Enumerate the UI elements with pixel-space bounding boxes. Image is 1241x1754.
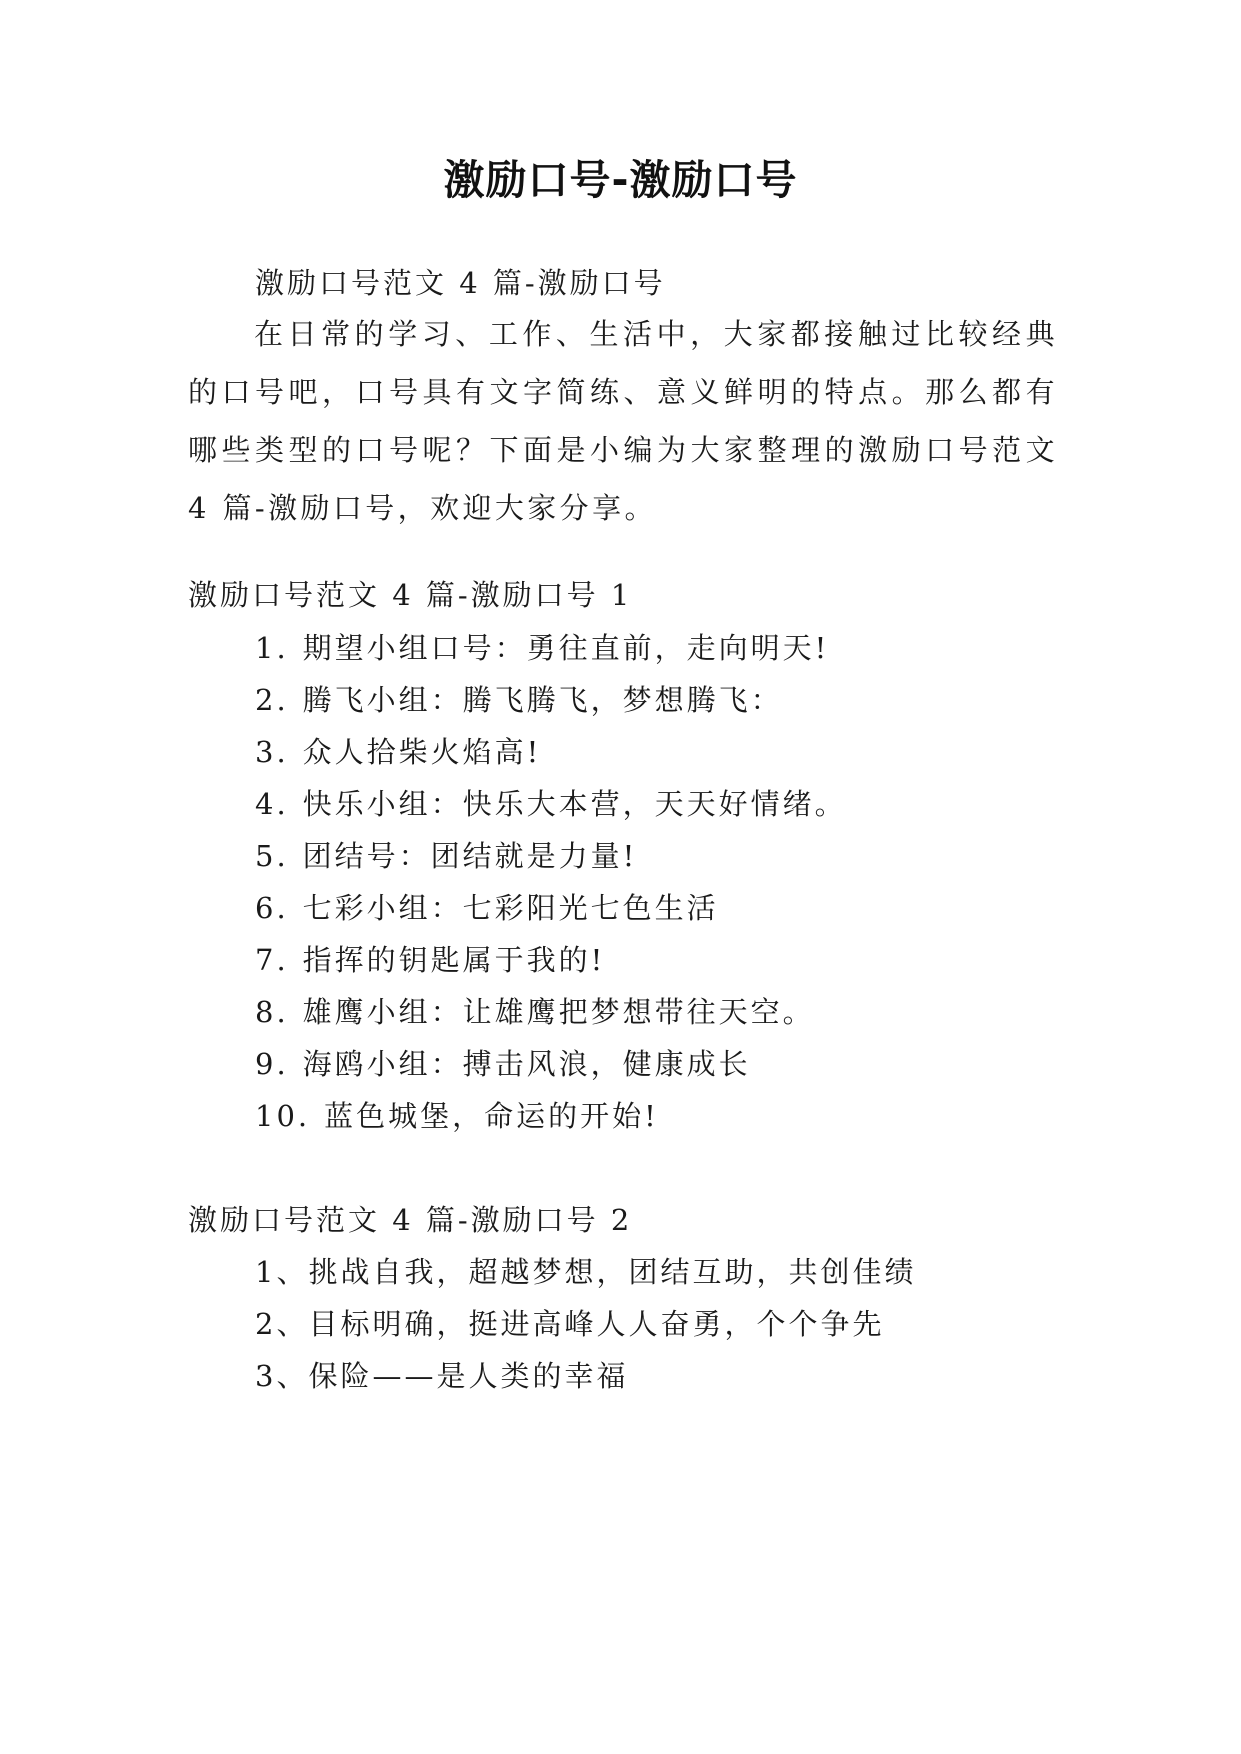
- list-item-text: 七彩小组：七彩阳光七色生活: [302, 891, 719, 925]
- list-item-number: 1.: [255, 631, 289, 665]
- list-item-number: 9.: [255, 1047, 289, 1081]
- list-item-number: 7.: [255, 943, 289, 977]
- list-item-text: 众人拾柴火焰高!: [302, 735, 542, 769]
- list-item-number: 8.: [255, 995, 289, 1029]
- intro-paragraph: 在日常的学习、工作、生活中，大家都接触过比较经典的口号吧，口号具有文字简练、意义鲜明的特点。那么都有哪些类型的口号呢？下面是小编为大家整理的激励口号范文 4 篇-激励口号，欢迎大家分享。: [188, 317, 1058, 525]
- list-item: [255, 732, 541, 772]
- list-item: [255, 628, 829, 668]
- list-item-number: 4.: [255, 787, 289, 821]
- document-subtitle: 激励口号范文 4 篇-激励口号: [255, 266, 666, 300]
- list-item-text: 海鸥小组：搏击风浪，健康成长: [302, 1047, 751, 1081]
- list-item: 3、保险——是人类的幸福: [255, 1359, 629, 1393]
- list-item-text: 快乐小组：快乐大本营，天天好情绪。: [302, 787, 847, 821]
- list-item-text: 腾飞小组：腾飞腾飞，梦想腾飞：: [302, 683, 783, 717]
- list-item-number: 3.: [255, 735, 289, 769]
- list-item: [255, 940, 605, 980]
- list-item: [255, 836, 637, 876]
- list-item: [255, 1096, 659, 1136]
- list-item-text: 指挥的钥匙属于我的!: [302, 943, 606, 977]
- list-item-text: 蓝色城堡，命运的开始!: [324, 1099, 659, 1133]
- list-item-text: 期望小组口号：勇往直前，走向明天!: [302, 631, 830, 665]
- list-item-number: 5.: [255, 839, 289, 873]
- section-heading-1: 激励口号范文 4 篇-激励口号 1: [188, 578, 633, 612]
- list-item: 1、挑战自我，超越梦想，团结互助，共创佳绩: [255, 1255, 917, 1289]
- list-item-number: 6.: [255, 891, 289, 925]
- list-item-text: 雄鹰小组：让雄鹰把梦想带往天空。: [302, 995, 815, 1029]
- list-item-number: 10.: [255, 1099, 311, 1133]
- list-item: [255, 1044, 751, 1084]
- list-item: [255, 784, 847, 824]
- list-item-number: 2.: [255, 683, 289, 717]
- page-title: 激励口号-激励口号: [443, 156, 798, 204]
- list-item: 2、目标明确，挺进高峰人人奋勇，个个争先: [255, 1307, 885, 1341]
- section-heading-2: 激励口号范文 4 篇-激励口号 2: [188, 1203, 633, 1237]
- list-item-text: 团结号：团结就是力量!: [302, 839, 638, 873]
- list-item: [255, 888, 719, 928]
- list-item: [255, 680, 783, 720]
- list-item: [255, 992, 815, 1032]
